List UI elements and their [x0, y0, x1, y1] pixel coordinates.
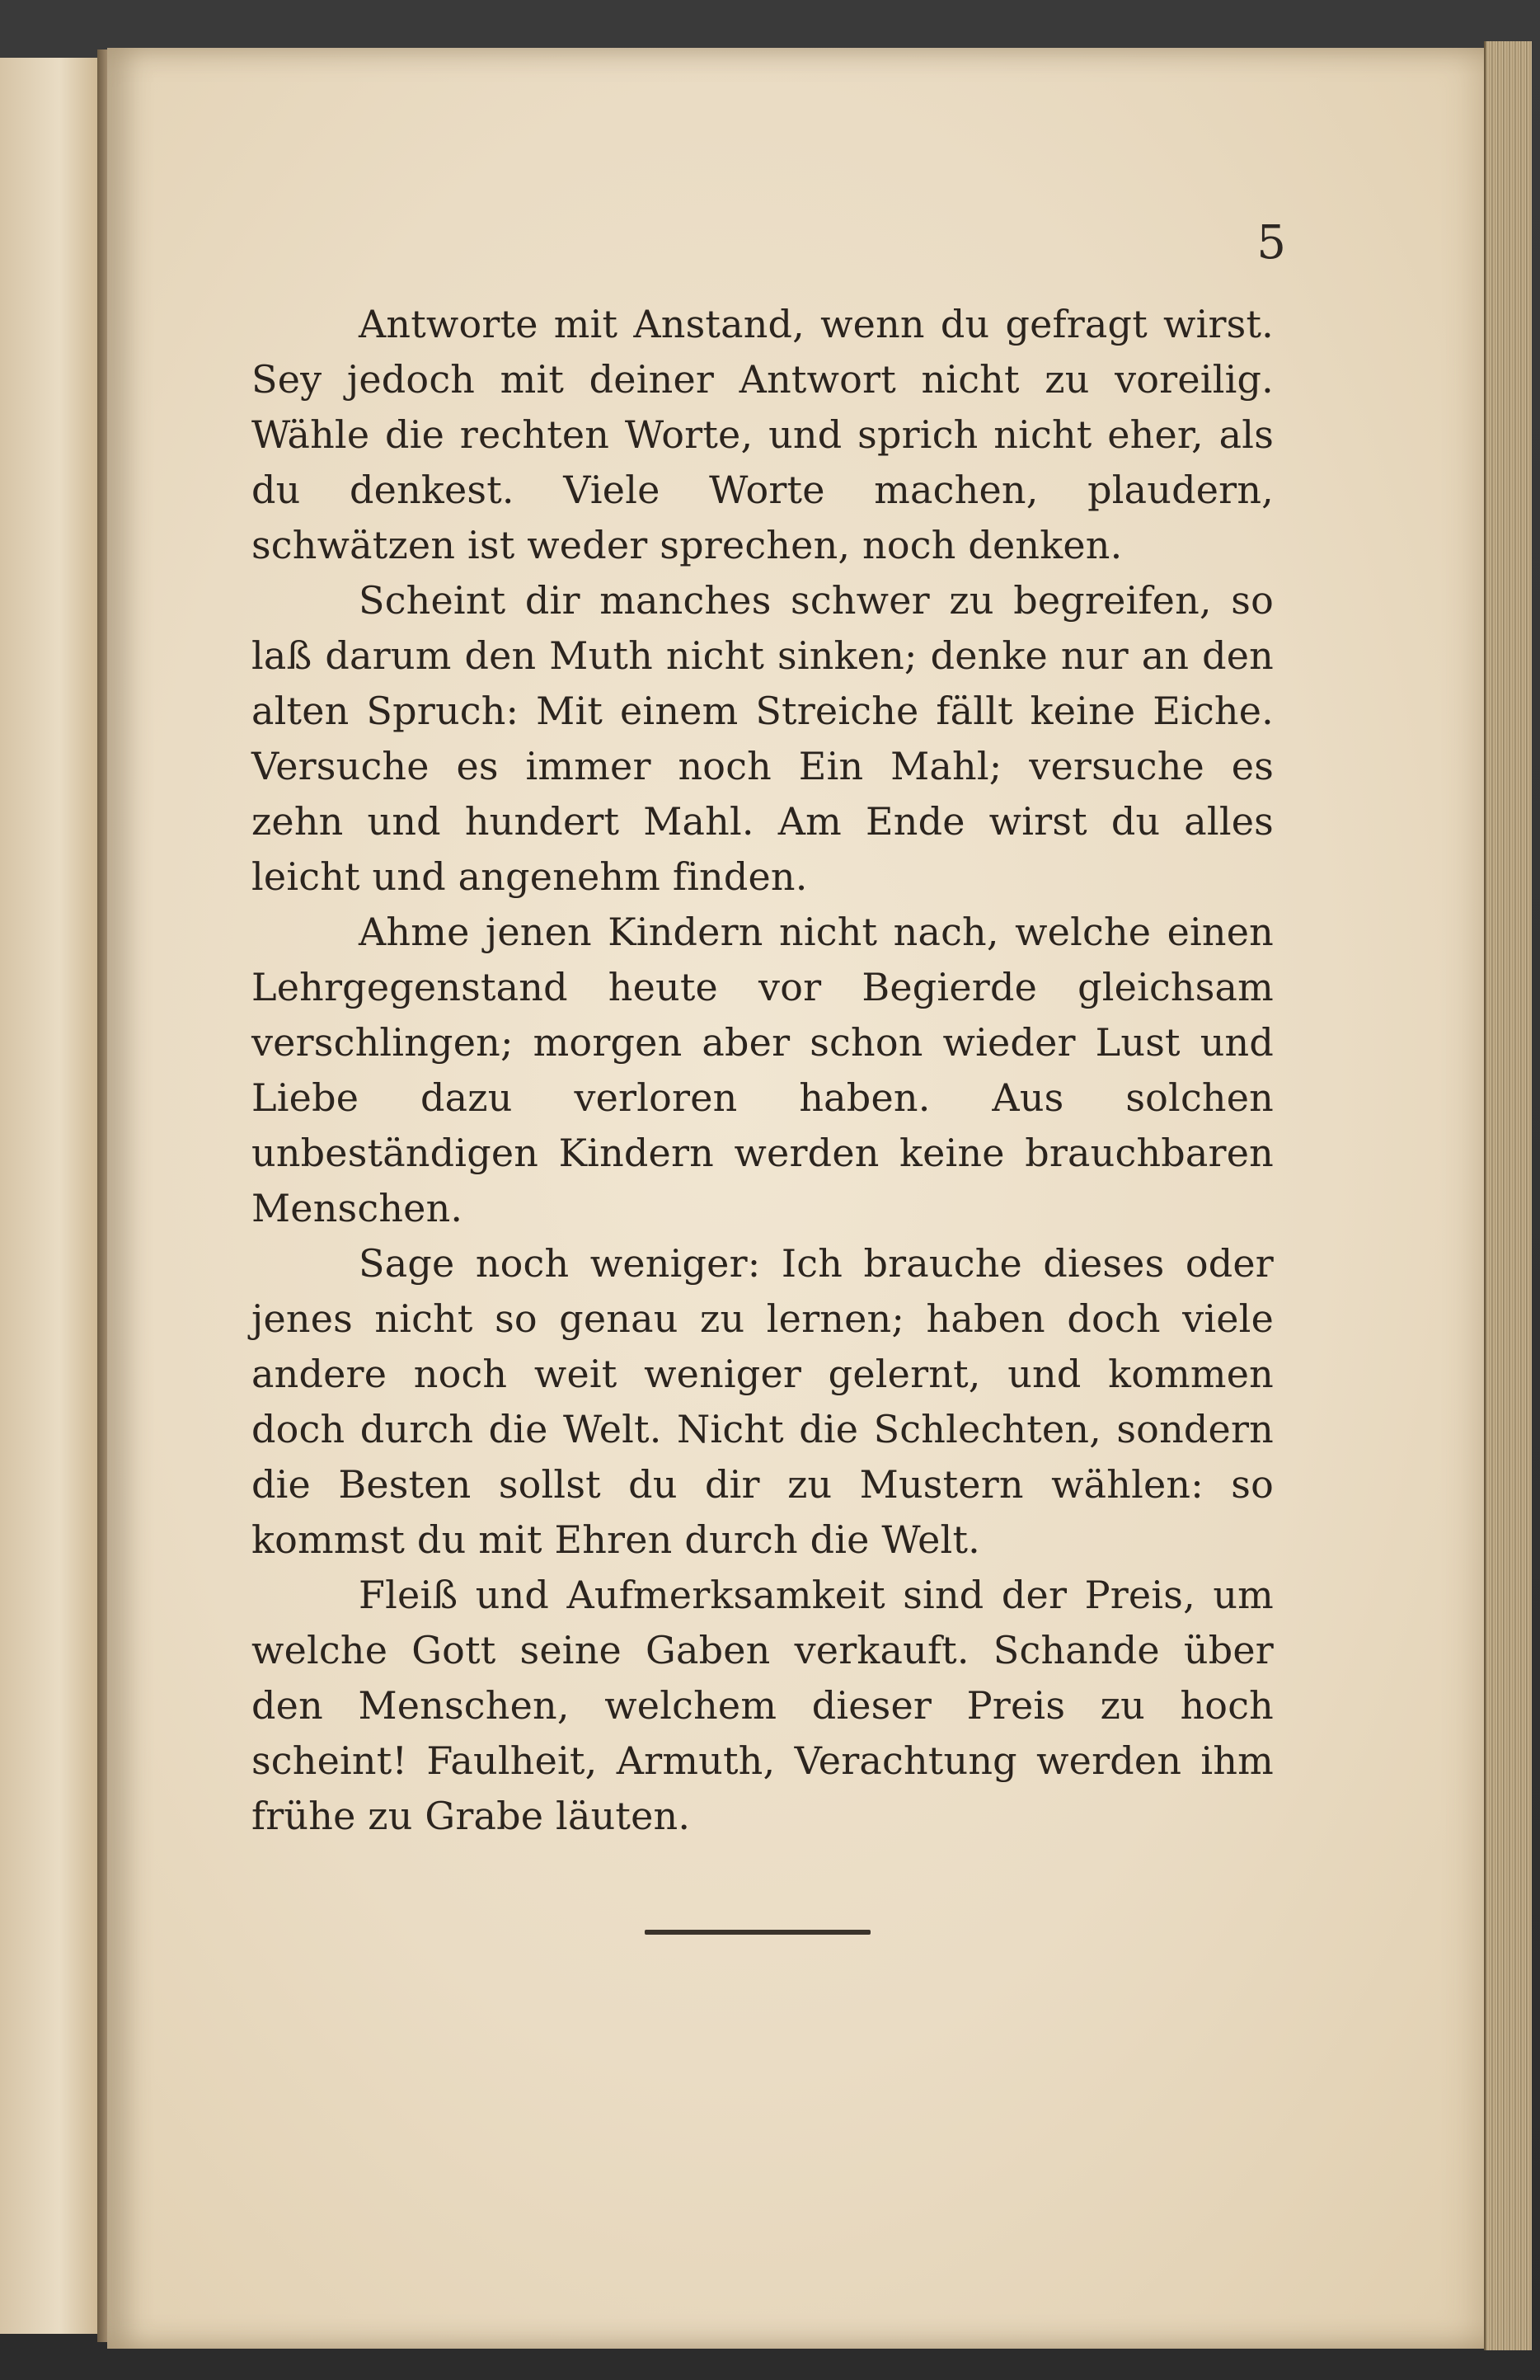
paragraph-2: Scheint dir manches schwer zu begreifen, so laß darum den Muth nicht sinken; denke nur an den alten Spruch: Mit einem Streiche fällt keine Eiche. Versuche es immer noch Ein Mahl; versuche es zehn und hundert Mahl. Am Ende wirst du alles leicht und angenehm finden.: [251, 578, 1274, 899]
section-divider-rule: [645, 1930, 871, 1935]
page-block-edges: [1484, 41, 1532, 2350]
paragraph-1: Antworte mit Anstand, wenn du gefragt wirst. Sey jedoch mit deiner Antwort nicht zu voreilig. Wähle die rechten Worte, und sprich nicht eher, als du denkest. Viele Worte machen, plaudern, schwätzen ist weder sprechen, noch denken.: [251, 302, 1274, 567]
paragraph-3: Ahme jenen Kindern nicht nach, welche einen Lehrgegenstand heute vor Begierde gleichsam verschlingen; morgen aber schon wieder Lust und Liebe dazu verloren haben. Aus solchen unbeständigen Kindern werden keine brauchbaren Menschen.: [251, 910, 1274, 1230]
body-text: [251, 297, 1274, 1844]
facing-page-edge: [0, 58, 101, 2334]
paragraph-5: Fleiß und Aufmerksamkeit sind der Preis, um welche Gott seine Gaben verkauft. Schande über den Menschen, welchem dieser Preis zu hoch scheint! Faulheit, Armuth, Verachtung werden ihm frühe zu Grabe läuten.: [251, 1573, 1274, 1838]
paragraph-4: Sage noch weniger: Ich brauche dieses oder jenes nicht so genau zu lernen; haben doch viele andere noch weit weniger gelernt, und kommen doch durch die Welt. Nicht die Schlechten, sondern die Besten sollst du dir zu Mustern wählen: so kommst du mit Ehren durch die Welt.: [251, 1241, 1274, 1562]
page-number: 5: [1256, 216, 1286, 270]
